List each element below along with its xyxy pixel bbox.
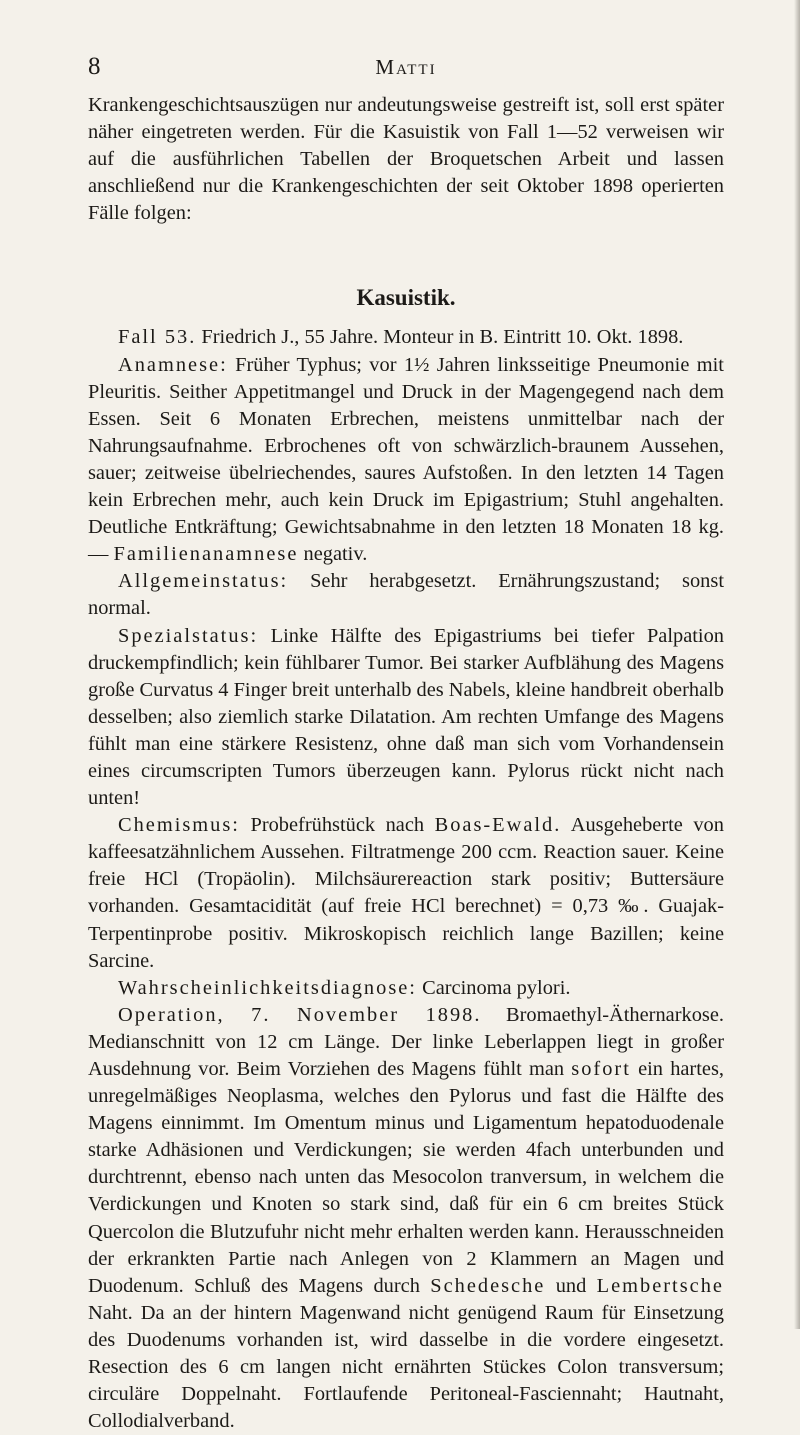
chemismus-author: Boas-Ewald. <box>434 814 562 837</box>
operation-name-lembert: Lembertsche <box>596 1274 724 1297</box>
operation-text-1: Bromaethyl-Äthernarkose. Medianschnitt von 12 cm Länge. Der linke Leberlappen liegt in großer Ausdehnung vor. Beim Vorziehen des Magens fühlt man <box>88 1003 724 1080</box>
family-anamnese-label: Familienanamnese <box>113 543 299 566</box>
operation-text-2: ein hartes, unregelmäßiges Neoplasma, welches den Pylorus und fast die Hälfte des Magens einnimmt. Im Omentum minus und Ligamentum hepatoduodenale starke Adhäsionen und Verdickungen; sie werden 4fach unterbunden und durchtrennt, ebenso nach unten das Mesocolon tranversum, in welchem die Verdickungen und Knoten so stark sind, daß für ein 6 cm breites Stück Quercolon die Blutzufuhr nicht mehr erhalten werden kann. Herausschneiden der erkrankten Partie nach Anlegen von 2 Klammern an Magen und Duodenum. Schluß des Magens durch <box>88 1058 724 1297</box>
spezialstatus-text: Linke Hälfte des Epigastriums bei tiefer Palpation druckempfindlich; kein fühlbarer Tumor. Bei starker Aufblähung des Magens große Curvatus 4 Finger breit unterhalb des Nabels, kleine handbreit oberhalb desselben; also ziemlich starke Dilatation. Am rechten Umfange des Magens fühlt man eine stärkere Resistenz, ohne daß man sich vom Vorhandensein eines circumscripten Tumors überzeugen kann. Pylorus rückt nicht nach unten! <box>88 624 724 810</box>
scan-edge-shadow <box>794 0 800 1329</box>
diagnose-paragraph <box>88 975 724 1002</box>
chemismus-text-before: Probefrühstück nach <box>250 814 425 837</box>
running-head: Matti <box>375 55 437 79</box>
diagnose-label: Wahrscheinlichkeitsdiagnose: <box>118 976 417 999</box>
operation-label: Operation, 7. November 1898. <box>118 1003 482 1026</box>
operation-und: und <box>555 1274 587 1297</box>
anamnese-paragraph: Anamnese: Früher Typhus; vor 1½ Jahren linksseitige Pneumonie mit Pleuritis. Seither Appetitmangel und Druck in der Magengegend nach dem Essen. Seit 6 Monaten Erbrechen, meistens unmittelbar nach der Nahrungsaufnahme. Erbrochenes oft von schwärzlich-braunem Aussehen, sauer; zeitweise übelriechendes, saures Aufstoßen. In den letzten 14 Tagen kein Erbrechen mehr, auch kein Druck im Epigastrium; Stuhl angehalten. Deutliche Entkräftung; Gewichtsabnahme in den letzten 18 Monaten 18 kg. — Familienanamnese negativ. <box>88 353 724 566</box>
allgemeinstatus-text: Sehr herabgesetzt. Ernährungszustand; sonst normal. <box>88 570 724 620</box>
section-heading: Kasuistik. <box>356 285 456 311</box>
spezialstatus-label: Spezialstatus: <box>118 624 259 647</box>
anamnese-text: Früher Typhus; vor 1½ Jahren linksseitige Pneumonie mit Pleuritis. Seither Appetitmangel und Druck in der Magengegend nach dem Essen. Seit 6 Monaten Erbrechen, meistens unmittelbar nach der Nahrungsaufnahme. Erbrochenes oft von schwärzlich-braunem Aussehen, sauer; zeitweise übelriechendes, saures Aufstoßen. In den letzten 14 Tagen kein Erbrechen mehr, auch kein Druck im Epigastrium; Stuhl angehalten. Deutliche Entkräftung; Gewichtsabnahme in den letzten 18 Monaten 18 kg. <box>88 353 724 539</box>
intro-paragraph: Krankengeschichtsauszügen nur andeutungsweise gestreift ist, soll erst später näher eingetreten werden. Für die Kasuistik von Fall 1—52 verweisen wir auf die ausführlichen Tabellen der Broquetschen Arbeit und lassen anschließend nur die Krankengeschichten der seit Oktober 1898 operierten Fälle folgen: <box>88 94 724 225</box>
operation-sofort: sofort <box>571 1058 631 1080</box>
spezialstatus-paragraph <box>88 623 724 813</box>
operation-text-3: Naht. Da an der hintern Magenwand nicht genügend Raum für Einsetzung des Duodenums vorhanden ist, wird dasselbe in die vordere eingesetzt. Resection des 6 cm langen nicht ernährten Stückes Colon transversum; circuläre Doppelnaht. Fortlaufende Peritoneal-Fasciennaht; Hautnaht, Collodialverband. <box>88 1301 724 1433</box>
allgemeinstatus-paragraph <box>88 568 724 622</box>
chemismus-label: Chemismus: <box>118 814 240 837</box>
page-header <box>88 50 724 84</box>
chemismus-text-after: Ausgeheberte von kaffeesatzähnlichem Aussehen. Filtratmenge 200 ccm. Reaction sauer. Keine freie HCl (Tropäolin). Milchsäurereaction stark positiv; Buttersäure vorhanden. Gesamtacidität (auf freie HCl berechnet) = 0,73 ‰. Guajak-Terpentinprobe positiv. Mikroskopisch reichlich lange Bazillen; keine Sarcine. <box>88 814 724 972</box>
diagnose-text: Carcinoma pylori. <box>422 976 571 999</box>
case-paragraph <box>88 324 724 351</box>
chemismus-paragraph <box>88 812 724 975</box>
anamnese-label: Anamnese: <box>118 353 228 376</box>
operation-paragraph <box>88 1002 724 1435</box>
page-number: 8 <box>88 53 101 80</box>
family-anamnese-text: negativ. <box>303 543 368 566</box>
operation-name-schede: Schedesche <box>430 1274 546 1297</box>
allgemeinstatus-label: Allgemeinstatus: <box>118 570 289 593</box>
case-text: Friedrich J., 55 Jahre. Monteur in B. Eintritt 10. Okt. 1898. <box>201 326 684 349</box>
page-body <box>88 92 724 1435</box>
case-label: Fall 53. <box>118 326 197 349</box>
